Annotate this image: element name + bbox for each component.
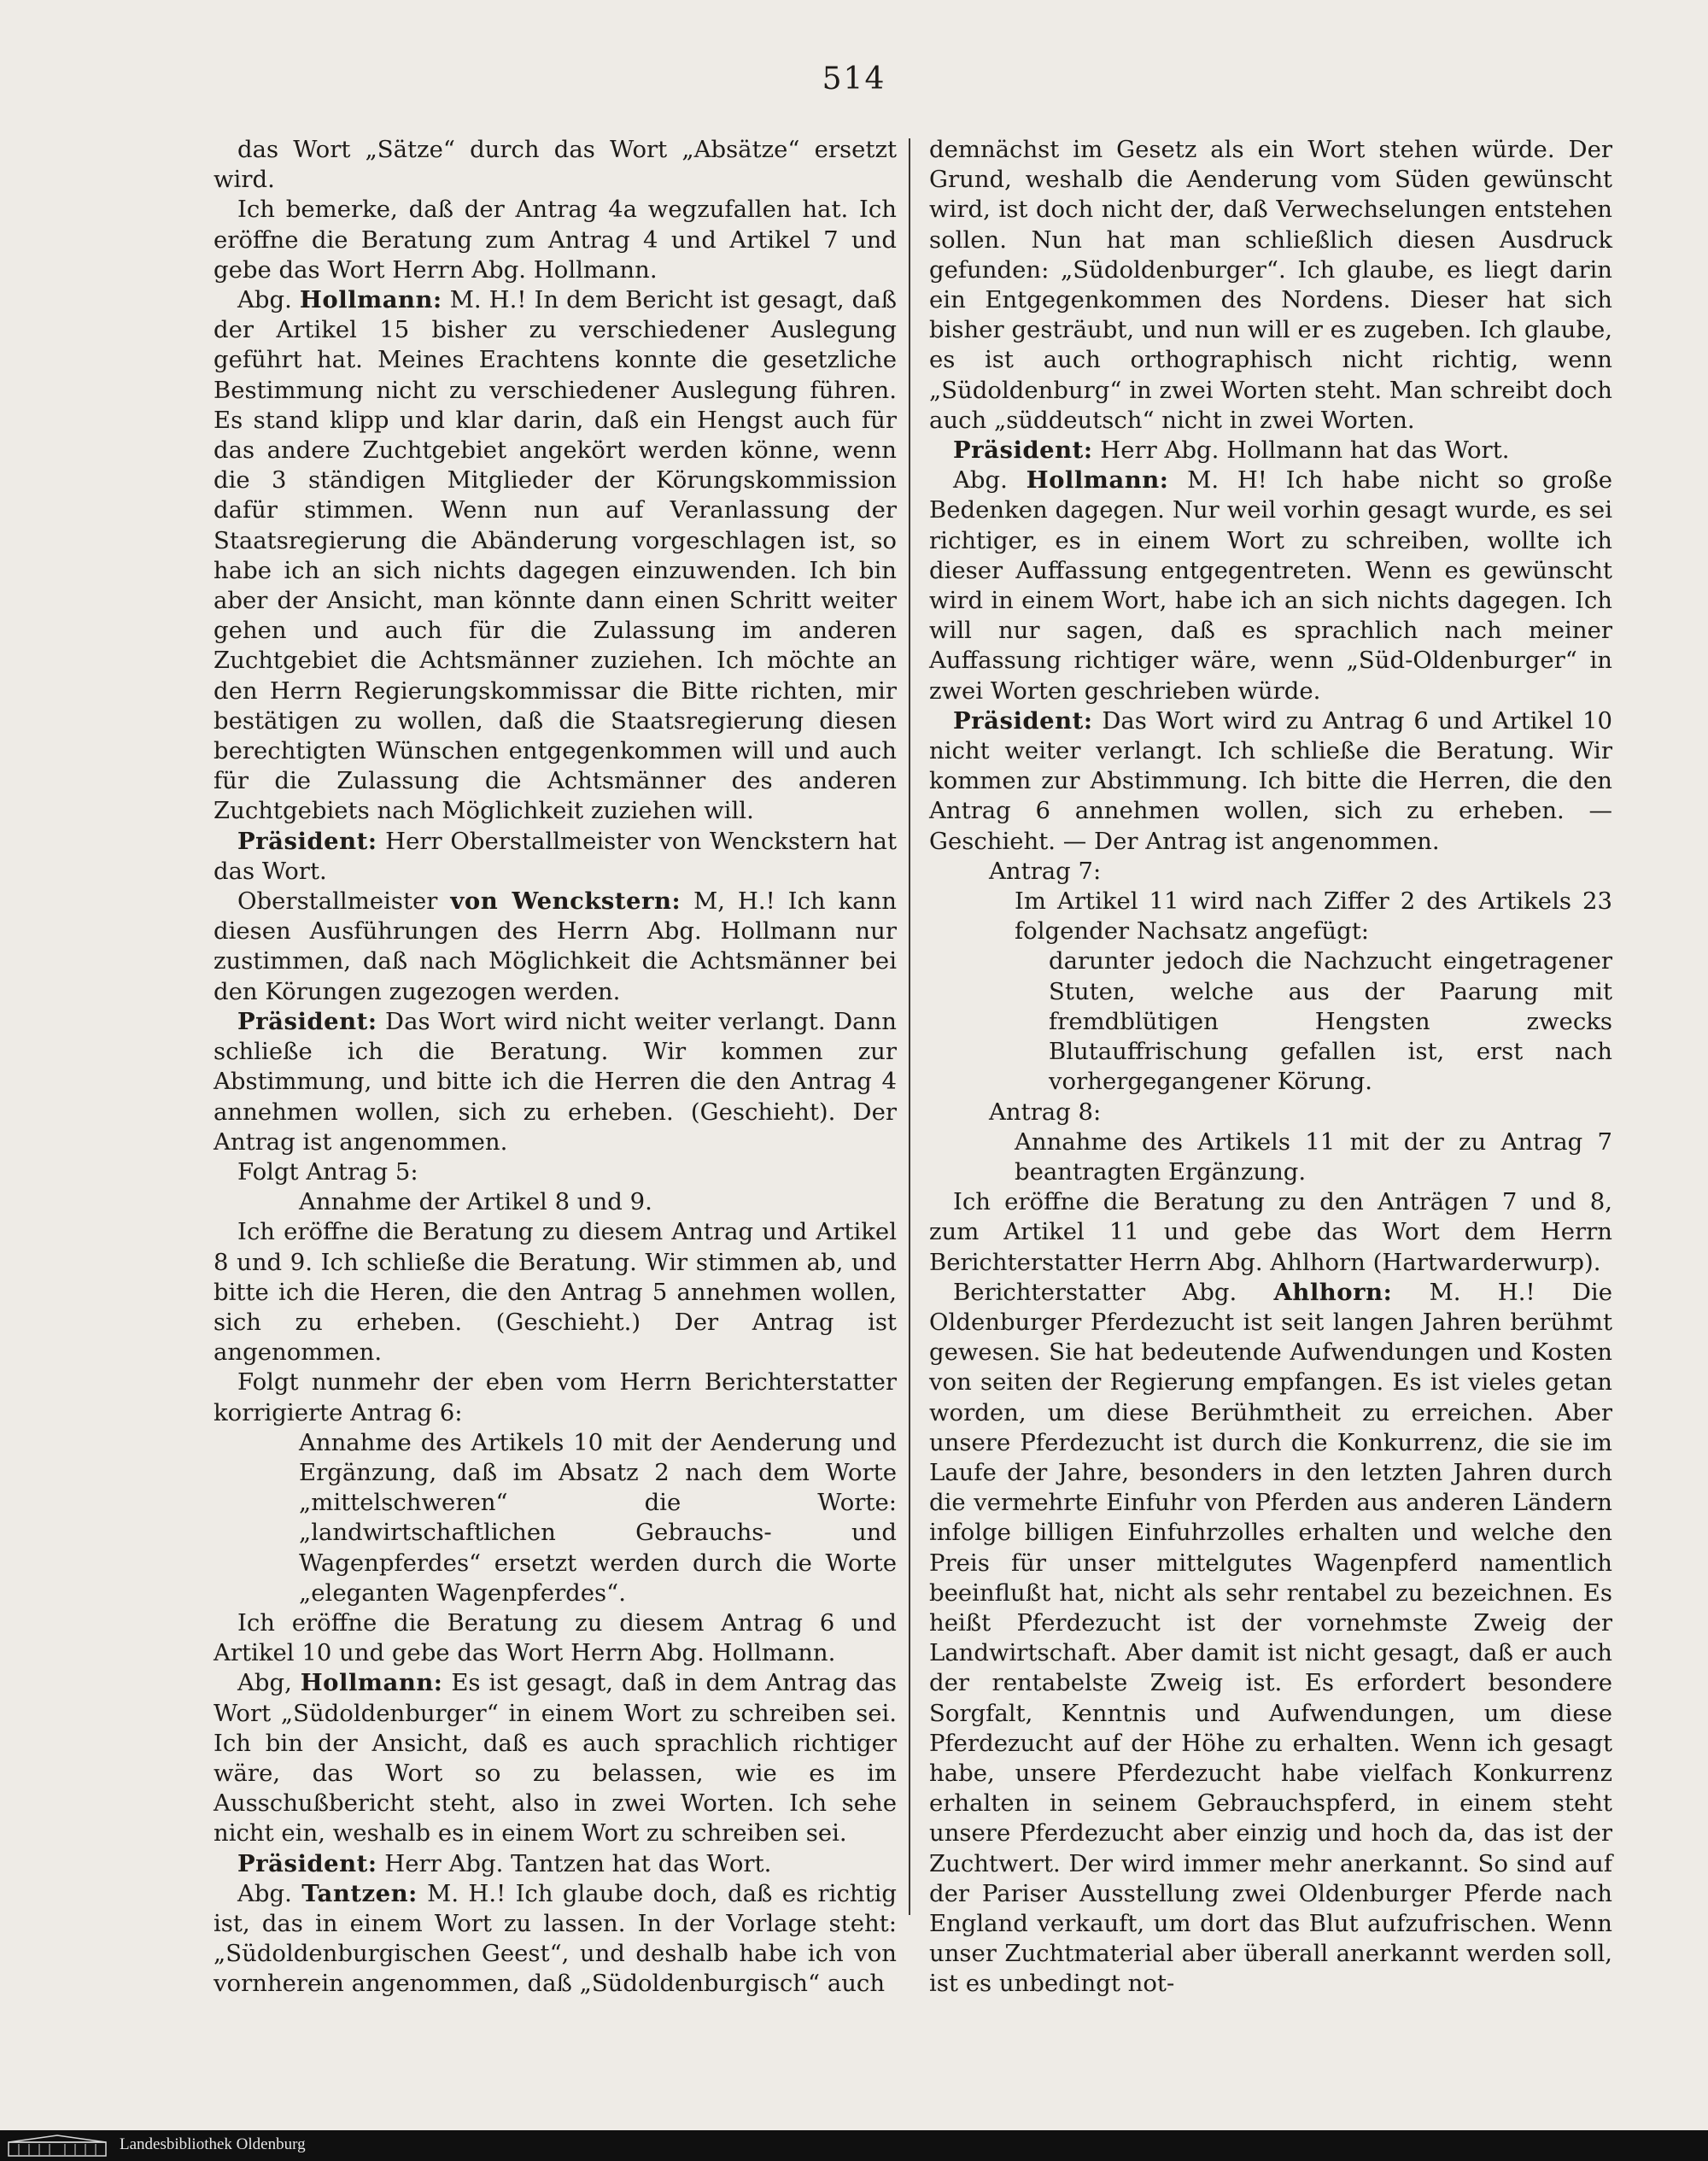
speech-paragraph [214, 1007, 897, 1157]
speech-paragraph [929, 466, 1612, 706]
motion-label: Antrag 7: [989, 857, 1102, 885]
speech-text: M. H! Ich habe nicht so große Bedenken dagegen. Nur weil vorhin gesagt wurde, es sei richtiger, es in einem Wort zu schreiben, wollte ich dieser Auffassung entgegentreten. Wenn es gewünscht wird in einem Wort, habe ich an sich nichts dagegen. Ich will nur sagen, daß es sprachlich nach meiner Auffassung richtiger wäre, wenn „Süd-Oldenburger“ in zwei Worten geschrieben würde. [929, 466, 1612, 705]
speech-paragraph [929, 436, 1612, 466]
body-paragraph: Ich bemerke, daß der Antrag 4a wegzufallen hat. Ich eröffne die Beratung zum Antrag 4 und Artikel 7 und gebe das Wort Herrn Abg. Hollmann. [214, 196, 897, 284]
page-number: 514 [822, 61, 886, 97]
speech-text: Herr Abg. Tantzen hat das Wort. [384, 1849, 772, 1877]
library-building-icon [7, 2134, 108, 2158]
column-divider [909, 138, 910, 1915]
speaker-title: Abg. [237, 286, 292, 314]
speaker-title: Abg. [953, 466, 1008, 495]
body-paragraph: Ich eröffne die Beratung zu diesem Antrag und Artikel 8 und 9. Ich schließe die Beratung. Wir stimmen ab, und bitte ich die Heren, die den Antrag 5 annehmen wollen, sich zu erheben. (Geschieht.) Der Antrag ist angenommen. [214, 1218, 897, 1367]
speaker-title: Abg. [237, 1879, 292, 1907]
left-column [214, 135, 897, 2000]
speaker-name: Hollmann: [299, 286, 442, 314]
speaker-name: Präsident: [237, 1849, 377, 1877]
speaker-title: Abg, [237, 1669, 292, 1697]
body-paragraph: das Wort „Sätze“ durch das Wort „Absätze“ ersetzt wird. [214, 136, 897, 194]
library-name: Landesbibliothek Oldenburg [120, 2135, 306, 2153]
continued-paragraph: demnächst im Gesetz als ein Wort stehen würde. Der Grund, weshalb die Aenderung vom Süden gewünscht wird, ist doch nicht der, daß Verwechselungen entstehen sollen. Nun hat man schließlich diesen Ausdruck gefunden: „Südoldenburger“. Ich glaube, es liegt darin ein Entgegenkommen des Nordens. Dieser hat sich bisher gesträubt, und nun will er es zugeben. Ich glaube, es ist auch orthographisch nicht richtig, wenn „Südoldenburg“ in zwei Worten steht. Man schreibt doch auch „süddeutsch“ nicht in zwei Worten. [929, 136, 1612, 434]
speaker-title: Oberstallmeister [237, 887, 438, 916]
speech-text: Es ist gesagt, daß in dem Antrag das Wort „Südoldenburger“ in einem Wort zu schreiben sei. Ich bin der Ansicht, daß es auch sprachlich richtiger wäre, das Wort so zu belassen, wie es im Ausschußbericht steht, also in zwei Worten. Ich sehe nicht ein, weshalb es in einem Wort zu schreiben sei. [214, 1669, 898, 1848]
speech-paragraph [214, 887, 897, 1007]
right-column [929, 135, 1612, 2000]
body-paragraph: Folgt nunmehr der eben vom Herrn Berichterstatter korrigierte Antrag 6: [214, 1368, 897, 1426]
motion-text: Im Artikel 11 wird nach Ziffer 2 des Artikels 23 folgender Nachsatz angefügt: [1015, 887, 1612, 946]
speaker-name: von Wenckstern: [450, 887, 681, 916]
speaker-name: Hollmann: [300, 1669, 443, 1697]
speech-text: M. H.! Die Oldenburger Pferdezucht ist seit langen Jahren berühmt gewesen. Sie hat bedeutende Aufwendungen und Kosten von seiten der Regierung empfangen. Es ist vieles getan worden, um diese Berühmtheit zu erreichen. Aber unsere Pferdezucht ist durch die Konkurrenz, die sie im Laufe der Jahre, besonders in den letzten Jahren durch die vermehrte Einfuhr von Pferden aus anderen Ländern infolge billigen Einfuhrzolles erhalten und welche den Preis für unser mittelgutes Wagenpferd namentlich beeinflußt hat, nicht als sehr rentabel zu bezeichnen. Es heißt Pferdezucht ist der vornehmste Zweig der Landwirtschaft. Aber damit ist nicht gesagt, daß er auch der rentabelste Zweig ist. Es erfordert besondere Sorgfalt, Kenntnis und Aufwendungen, um diese Pferdezucht auf der Höhe zu erhalten. Wenn ich gesagt habe, unsere Pferdezucht habe vielfach Konkurrenz erhalten in seinem Gebrauchspferd, in einem steht unsere Pferdezucht aber einzig und hoch da, das ist der Zuchtwert. Der wird immer mehr anerkannt. So sind auf der Pariser Ausstellung zwei Oldenburger Pferde nach England verkauft, um dort das Blut aufzufrischen. Wenn unser Zuchtmaterial aber überall anerkannt werden soll, ist es unbedingt not- [929, 1278, 1612, 1998]
motion-text: Annahme des Artikels 10 mit der Aenderung und Ergänzung, daß im Absatz 2 nach dem Worte „mittelschweren“ die Worte: „landwirtschaftlichen Gebrauchs- und Wagenpferdes“ ersetzt werden durch die Worte „eleganten Wagenpferdes“. [299, 1428, 897, 1607]
speech-paragraph [929, 1278, 1612, 2000]
footer-bar [0, 2130, 1708, 2161]
speech-paragraph [214, 1849, 897, 1879]
body-paragraph: Ich eröffne die Beratung zu diesem Antrag 6 und Artikel 10 und gebe das Wort Herrn Abg. Hollmann. [214, 1608, 897, 1667]
speaker-name: Ahlhorn: [1273, 1278, 1393, 1306]
speech-paragraph [214, 285, 897, 827]
body-paragraph: Folgt Antrag 5: [237, 1157, 418, 1186]
motion-label: Antrag 8: [989, 1098, 1102, 1126]
speaker-title: Berichterstatter Abg. [953, 1278, 1237, 1306]
speech-paragraph [214, 1879, 897, 2000]
speaker-name: Hollmann: [1026, 466, 1169, 495]
speech-paragraph [214, 827, 897, 887]
body-paragraph: Ich eröffne die Beratung zu den Anträgen 7 und 8, zum Artikel 11 und gebe das Wort dem Herrn Berichterstatter Herrn Abg. Ahlhorn (Hartwarderwurp). [929, 1188, 1612, 1276]
speaker-name: Präsident: [953, 706, 1093, 735]
speech-text: M. H.! In dem Bericht ist gesagt, daß der Artikel 15 bisher zu verschiedener Auslegung geführt hat. Meines Erachtens konnte die gesetzliche Bestimmung nicht zu verschiedener Auslegung führen. Es stand klipp und klar darin, daß ein Hengst auch für das andere Zuchtgebiet angekört werden könne, wenn die 3 ständigen Mitglieder der Körungskommission dafür stimmen. Wenn nun auf Veranlassung der Staatsregierung die Abänderung vorgeschlagen ist, so habe ich an sich nichts dagegen einzuwenden. Ich bin aber der Ansicht, man könnte dann einen Schritt weiter gehen und auch für die Zulassung im anderen Zuchtgebiet die Achtsmänner zuziehen. Ich möchte an den Herrn Regierungskommissar die Bitte richten, mir bestätigen zu wollen, daß die Staatsregierung diesen berechtigten Wünschen entgegenkommen will und auch für die Zulassung die Achtsmänner des anderen Zuchtgebiets nach Möglichkeit zuziehen will. [214, 286, 897, 825]
speech-text: Herr Oberstallmeister von Wenckstern hat das Wort. [214, 827, 897, 885]
motion-text: Annahme der Artikel 8 und 9. [299, 1188, 652, 1216]
speech-text: Herr Abg. Hollmann hat das Wort. [1100, 436, 1510, 465]
speech-paragraph [929, 706, 1612, 857]
speaker-name: Präsident: [237, 827, 377, 855]
speech-text: Das Wort wird zu Antrag 6 und Artikel 10 nicht weiter verlangt. Ich schließe die Beratung. Wir kommen zur Abstimmung. Ich bitte die Herren, die den Antrag 6 annehmen wollen, sich zu erheben. — Geschieht. — Der Antrag ist angenommen. [929, 706, 1612, 855]
speaker-name: Tantzen: [301, 1879, 418, 1907]
speech-text: M. H.! Ich glaube doch, daß es richtig ist, das in einem Wort zu lassen. In der Vorlage steht: „Südoldenburgischen Geest“, und deshalb habe ich von vornherein angenommen, daß „Südoldenburgisch“ auch [214, 1879, 898, 1998]
speech-text: Das Wort wird nicht weiter verlangt. Dann schließe ich die Beratung. Wir kommen zur Abstimmung, und bitte ich die Herren die den Antrag 4 annehmen wollen, sich zu erheben. (Geschieht). Der Antrag ist angenommen. [214, 1007, 897, 1156]
motion-subtext: darunter jedoch die Nachzucht eingetragener Stuten, welche aus der Paarung mit fremdblütigen Hengsten zwecks Blutauffrischung gefallen ist, erst nach vorhergegangener Körung. [1049, 947, 1612, 1096]
speech-text: M, H.! Ich kann diesen Ausführungen des Herrn Abg. Hollmann nur zustimmen, daß nach Möglichkeit die Achtsmänner bei den Körungen zugezogen werden. [214, 887, 897, 1005]
speech-paragraph [214, 1668, 897, 1848]
speaker-name: Präsident: [237, 1007, 377, 1035]
speaker-name: Präsident: [953, 436, 1093, 465]
motion-text: Annahme des Artikels 11 mit der zu Antrag 7 beantragten Ergänzung. [1015, 1127, 1612, 1186]
